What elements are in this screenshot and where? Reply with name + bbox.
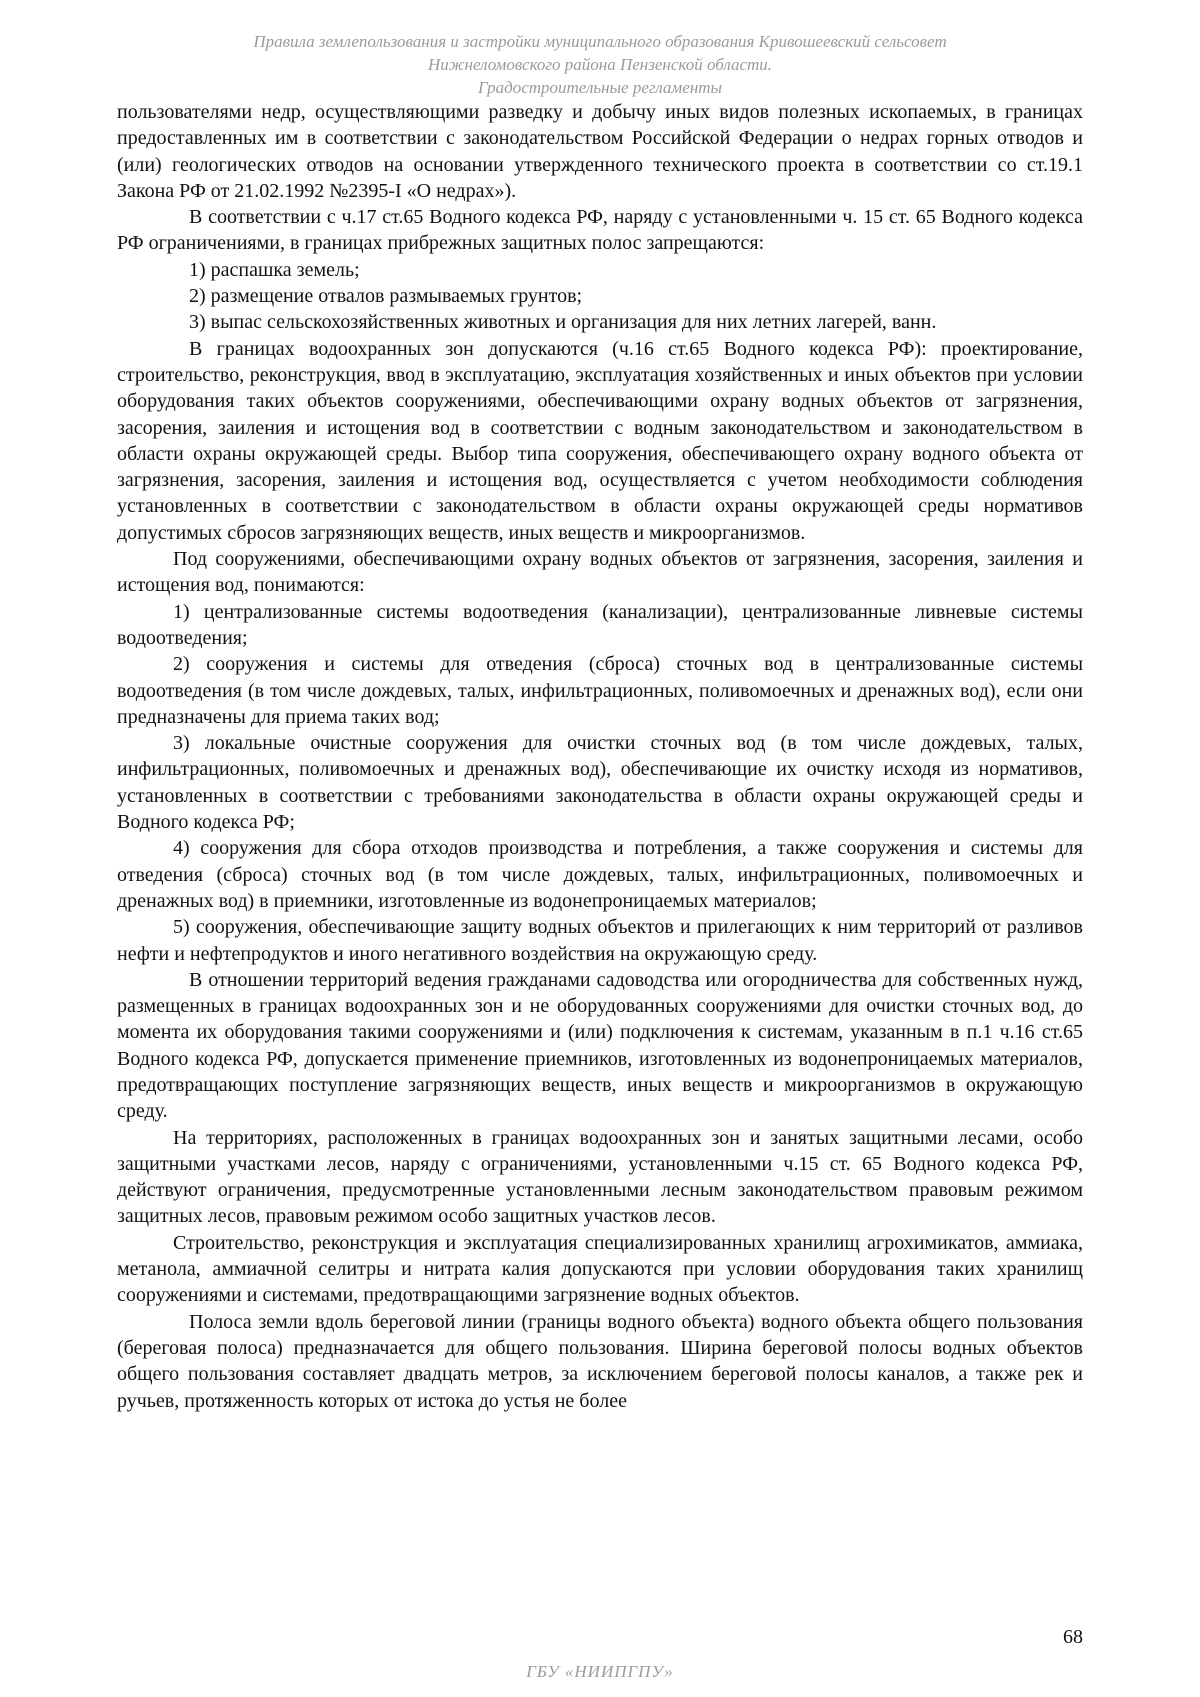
header-line-2: Нижнеломовского района Пензенской области.	[427, 55, 773, 74]
list-item: 1) централизованные системы водоотведения (канализации), централизованные ливневые системы водоотведения;	[117, 600, 1083, 649]
header-line-1: Правила землепользования и застройки муниципального образования Кривошеевский сельсовет	[253, 32, 947, 51]
paragraph: В границах водоохранных зон допускаются (ч.16 ст.65 Водного кодекса РФ): проектирование, строительство, реконструкция, ввод в эксплуатацию, эксплуатация хозяйственных и иных объектов при условии оборудования таких объектов сооружениями, обеспечивающими охрану водных объектов от загрязнения, засорения, заиления и истощения вод в соответствии с водным законодательством и законодательством в области охраны окружающей среды. Выбор типа сооружения, обеспечивающего охрану водного объекта от загрязнения, засорения, заиления и истощения вод, осуществляется с учетом необходимости соблюдения установленных в соответствии с законодательством в области охраны окружающей среды нормативов допустимых сбросов загрязняющих веществ, иных веществ и микроорганизмов.	[117, 337, 1083, 544]
running-footer: ГБУ «НИИПГПУ»	[526, 1662, 674, 1681]
page-number: 68	[1063, 1626, 1083, 1648]
running-header	[120, 30, 1080, 99]
paragraph: Строительство, реконструкция и эксплуатация специализированных хранилищ агрохимикатов, аммиака, метанола, аммиачной селитры и нитрата калия допускаются при условии оборудования таких хранилищ сооружениями и системами, предотвращающими загрязнение водных объектов.	[117, 1231, 1083, 1307]
header-line-3: Градостроительные регламенты	[477, 78, 723, 97]
paragraph: В отношении территорий ведения гражданами садоводства или огородничества для собственных нужд, размещенных в границах водоохранных зон и не оборудованных сооружениями для очистки сточных вод, до момента их оборудования такими сооружениями и (или) подключения к системам, указанным в п.1 ч.16 ст.65 Водного кодекса РФ, допускается применение приемников, изготовленных из водонепроницаемых материалов, предотвращающих поступление загрязняющих веществ, иных веществ и микроорганизмов в окружающую среду.	[117, 968, 1083, 1123]
paragraph: В соответствии с ч.17 ст.65 Водного кодекса РФ, наряду с установленными ч. 15 ст. 65 Водного кодекса РФ ограничениями, в границах прибрежных защитных полос запрещаются:	[117, 206, 1083, 255]
paragraph: Полоса земли вдоль береговой линии (границы водного объекта) водного объекта общего пользования (береговая полоса) предназначается для общего пользования. Ширина береговой полосы водных объектов общего пользования составляет двадцать метров, за исключением береговой полосы каналов, а также рек и ручьев, протяженность которых от истока до устья не более	[117, 1310, 1083, 1412]
list-item: 2) сооружения и системы для отведения (сброса) сточных вод в централизованные системы водоотведения (в том числе дождевых, талых, инфильтрационных, поливомоечных и дренажных вод), если они предназначены для приема таких вод;	[117, 653, 1083, 728]
paragraph: пользователями недр, осуществляющими разведку и добычу иных видов полезных ископаемых, в границах предоставленных им в соответствии с законодательством Российской Федерации о недрах горных отводов и (или) геологических отводов на основании утвержденного технического проекта в соответствии со ст.19.1 Закона РФ от 21.02.1992 №2395-I «О недрах»).	[117, 101, 1083, 202]
body-text	[117, 99, 1083, 1414]
list-item: 3) локальные очистные сооружения для очистки сточных вод (в том числе дождевых, талых, инфильтрационных, поливомоечных и дренажных вод), обеспечивающие их очистку исходя из нормативов, установленных в соответствии с требованиями законодательства в области охраны окружающей среды и Водного кодекса РФ;	[117, 732, 1083, 834]
list-item: 4) сооружения для сбора отходов производства и потребления, а также сооружения и системы для отведения (сброса) сточных вод (в том числе дождевых, талых, инфильтрационных, поливомоечных и дренажных вод) в приемники, изготовленные из водонепроницаемых материалов;	[117, 837, 1083, 912]
paragraph: Под сооружениями, обеспечивающими охрану водных объектов от загрязнения, засорения, заиления и истощения вод, понимаются:	[117, 548, 1083, 597]
paragraph: На территориях, расположенных в границах водоохранных зон и занятых защитными лесами, особо защитными участками лесов, наряду с ограничениями, установленными ч.15 ст. 65 Водного кодекса РФ, действуют ограничения, предусмотренные установленными лесным законодательством правовым режимом защитных лесов, правовым режимом особо защитных участков лесов.	[117, 1126, 1083, 1228]
list-item: 2) размещение отвалов размываемых грунтов;	[189, 285, 583, 308]
list-item: 3) выпас сельскохозяйственных животных и организация для них летних лагерей, ванн.	[189, 311, 937, 334]
list-item: 5) сооружения, обеспечивающие защиту водных объектов и прилегающих к ним территорий от разливов нефти и нефтепродуктов и иного негативного воздействия на окружающую среду.	[117, 916, 1083, 965]
list-item: 1) распашка земель;	[189, 258, 360, 281]
